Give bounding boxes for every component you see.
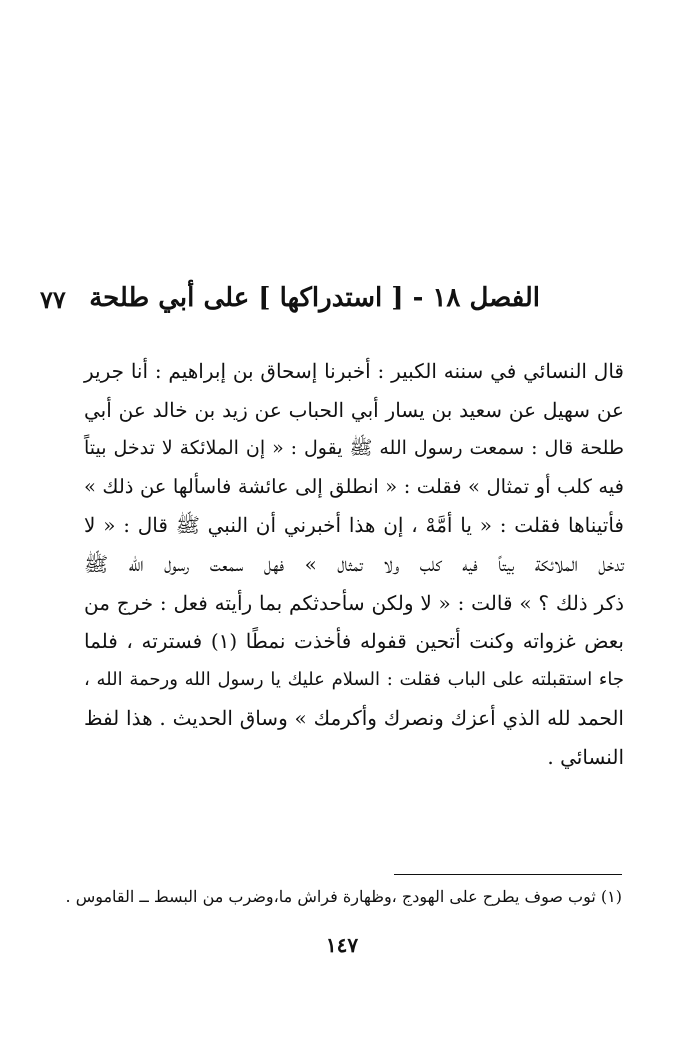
text-line: ذكر ذلك ؟ » قالت : « لا ولكن سأحدثكم بما رأيته فعل : خرج من [84,590,624,615]
text-line: جاء استقبلته على الباب فقلت : السلام عليك يا رسول الله ورحمة الله ، [84,668,624,690]
text-line: عن سهيل عن سعيد بن يسار أبي الحباب عن زيد بن خالد عن أبي [84,397,624,422]
text-line: النسائي . [547,744,624,769]
text-line: فيه كلب أو تمثال » فقلت : « انطلق إلى عائشة فاسألها عن ذلك » [84,474,624,498]
chapter-title: الفصل ١٨ - [ استدراكها ] على أبي طلحة [89,283,540,313]
marginal-number: ٧٧ [40,285,66,314]
footnote-divider [394,874,622,875]
text-line: بعض غزواته وكنت أتحين قفوله فأخذت نمطًا (١) فسترته ، فلما [84,629,624,654]
text-line: طلحة قال : سمعت رسول الله ﷺ يقول : « إن الملائكة لا تدخل بيتاً [84,437,624,460]
text-line: تدخل الملائكة بيتاً فيه كلب ولا تمثال » فهل سمعت رسول الله ﷺ [84,551,624,576]
footnote: (١) ثوب صوف يطرح على الهودج ،وظهارة فراش ما،وضرب من البسط ــ القاموس . [65,887,622,906]
body-text [84,352,624,777]
text-line: قال النسائي في سننه الكبير : أخبرنا إسحاق بن إبراهيم : أنا جرير [84,359,624,383]
text-line: الحمد لله الذي أعزك ونصرك وأكرمك » وساق الحديث . هذا لفظ [84,706,624,731]
page-number: ١٤٧ [325,933,359,957]
text-line: فأتيناها فقلت : « يا أمَّهْ ، إن هذا أخبرني أن النبي ﷺ قال : « لا [84,513,624,538]
chapter-header [40,276,640,326]
